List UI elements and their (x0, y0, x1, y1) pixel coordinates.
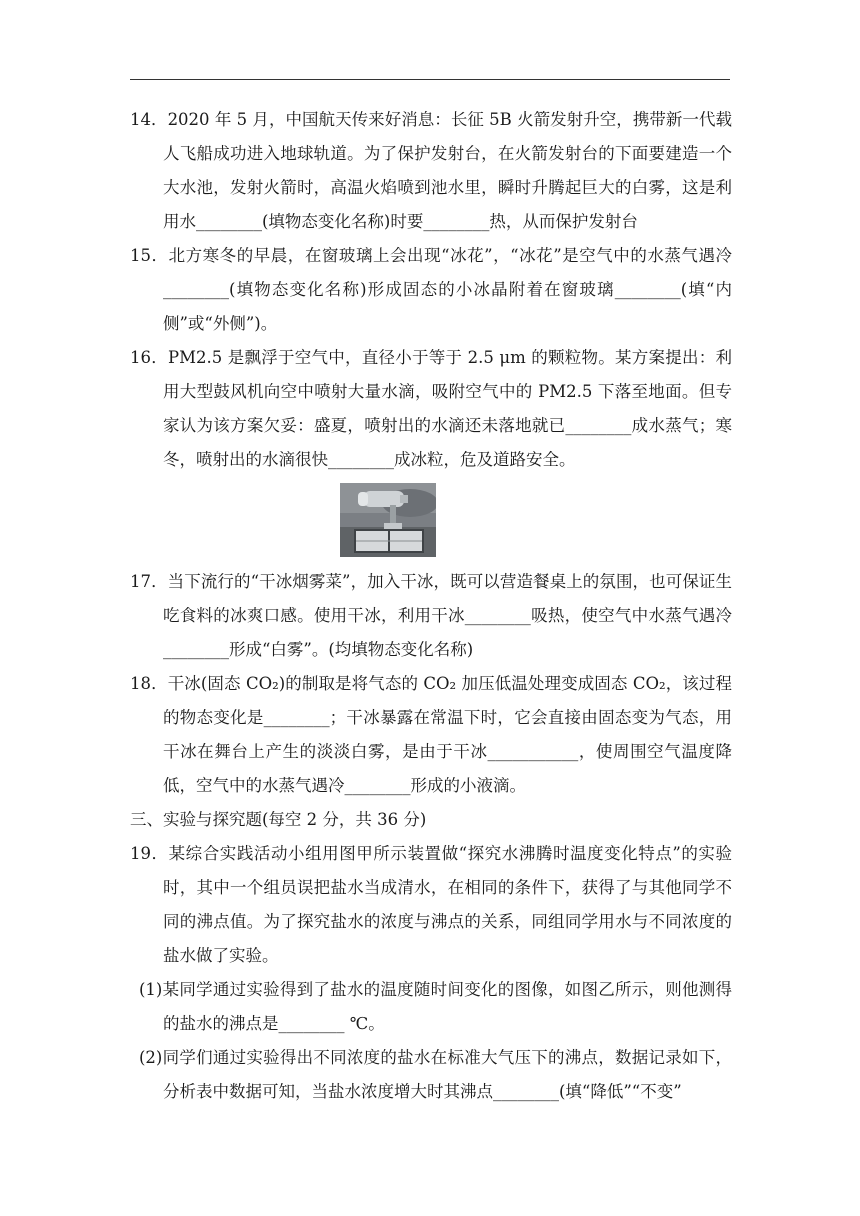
page-content (130, 103, 732, 1109)
question-19-part-2: (2)同学们通过实验得出不同浓度的盐水在标准大气压下的沸点，数据记录如下，分析表中数据可知，当盐水浓度增大时其沸点________(填“降低”“不变” (139, 1048, 732, 1101)
question-16-figure (130, 477, 732, 565)
question-18: 18．干冰(固态 CO₂)的制取是将气态的 CO₂ 加压低温处理变成固态 CO₂，该过程的物态变化是________；干冰暴露在常温下时，它会直接由固态变为气态，用干冰在舞台上产生的淡淡白雾，是由于干冰___________，使周围空气温度降低，空气中的水蒸气遇冷________形成的小液滴。 (130, 674, 732, 795)
question-14: 14．2020 年 5 月，中国航天传来好消息：长征 5B 火箭发射升空，携带新一代载人飞船成功进入地球轨道。为了保护发射台，在火箭发射台的下面要建造一个大水池，发射火箭时，高温火焰喷到池水里，瞬时升腾起巨大的白雾，这是利用水________(填物态变化名称)时要________热，从而保护发射台 (130, 110, 732, 231)
question-19-part-1: (1)某同学通过实验得到了盐水的温度随时间变化的图像，如图乙所示，则他测得的盐水的沸点是________ ℃。 (139, 980, 732, 1033)
fog-cannon-photo (340, 483, 436, 557)
question-17: 17．当下流行的“干冰烟雾菜”，加入干冰，既可以营造餐桌上的氛围，也可保证生吃食料的冰爽口感。使用干冰，利用干冰________吸热，使空气中水蒸气遇冷________形成“白雾”。(均填物态变化名称) (130, 572, 732, 659)
question-19-stem: 19．某综合实践活动小组用图甲所示装置做“探究水沸腾时温度变化特点”的实验时，其中一个组员误把盐水当成清水，在相同的条件下，获得了与其他同学不同的沸点值。为了探究盐水的浓度与沸点的关系，同组同学用水与不同浓度的盐水做了实验。 (130, 844, 732, 965)
question-15: 15．北方寒冬的早晨，在窗玻璃上会出现“冰花”，“冰花”是空气中的水蒸气遇冷________(填物态变化名称)形成固态的小冰晶附着在窗玻璃________(填“内侧”或“外侧”)。 (130, 246, 732, 333)
question-16: 16．PM2.5 是飘浮于空气中，直径小于等于 2.5 μm 的颗粒物。某方案提出：利用大型鼓风机向空中喷射大量水滴，吸附空气中的 PM2.5 下落至地面。但专家认为该方案欠妥：盛夏，喷射出的水滴还未落地就已________成水蒸气；寒冬，喷射出的水滴很快________成冰粒，危及道路安全。 (130, 348, 732, 469)
section-title: 三、实验与探究题(每空 2 分，共 36 分) (130, 810, 427, 829)
header-rule (130, 79, 730, 80)
